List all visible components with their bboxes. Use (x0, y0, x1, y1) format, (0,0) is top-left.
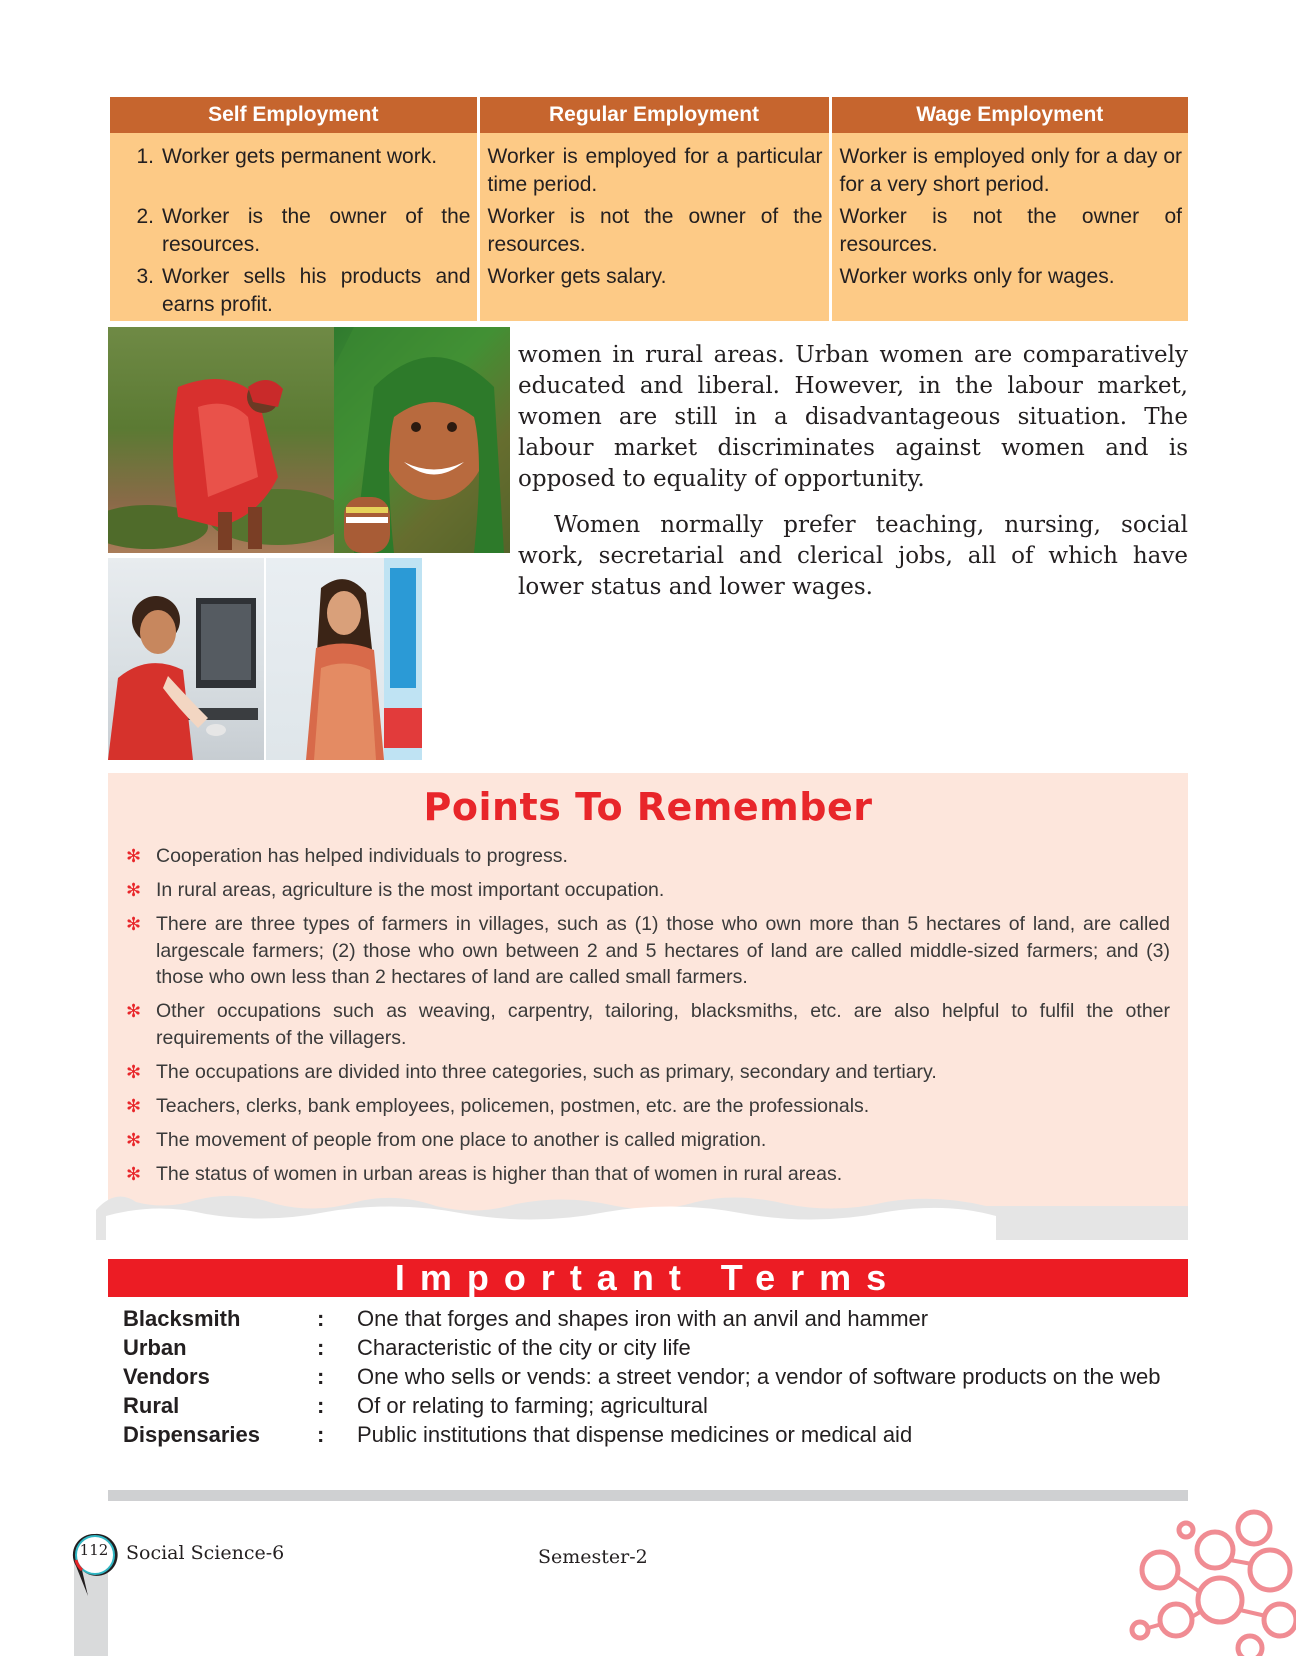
term-row (123, 1304, 1183, 1333)
table-row (110, 259, 1188, 321)
body-paragraph: women in rural areas. Urban women are comparatively educated and liberal. However, in the labour market, women are still in a disadvantageous situation. The labour market discriminates against women and is opposed to equality of opportunity. (518, 342, 1188, 492)
photo-woman-at-computer (108, 558, 264, 760)
table-cell (110, 259, 478, 321)
term-colon: : (317, 1364, 325, 1389)
asterisk-bullet-icon: ✻ (126, 880, 142, 900)
term-definition: One who sells or vends: a street vendor; a vendor of software products on the web (357, 1364, 1161, 1389)
table-row (110, 199, 1188, 259)
page-number: 112 (79, 1541, 109, 1559)
term-name: Rural (123, 1393, 180, 1418)
asterisk-bullet-icon: ✻ (126, 1129, 142, 1150)
term-colon: : (317, 1335, 325, 1360)
photo-woman-farmer (108, 327, 334, 553)
term-definition: Characteristic of the city or city life (357, 1335, 691, 1360)
column-header: Regular Employment (478, 97, 830, 133)
list-item (126, 911, 1170, 991)
torn-paper-edge (96, 1180, 1196, 1240)
table-cell: Worker works only for wages. (830, 259, 1188, 321)
term-colon: : (317, 1393, 325, 1418)
term-definition: Public institutions that dispense medicines or medical aid (357, 1422, 913, 1447)
list-item (126, 998, 1170, 1051)
table-cell: Worker is employed for a particular time period. (478, 133, 830, 199)
term-definition: Of or relating to farming; agricultural (357, 1393, 708, 1418)
table-cell: Worker gets salary. (478, 259, 830, 321)
body-paragraph: Women normally prefer teaching, nursing, social work, secretarial and clerical jobs, all of which have lower status and lower wages. (518, 512, 1188, 600)
term-row (123, 1362, 1183, 1391)
cell-text: Worker sells his products and earns profit. (162, 265, 471, 316)
row-number: 3. (136, 265, 154, 288)
column-header: Self Employment (110, 97, 478, 133)
decorative-circles-icon (1120, 1500, 1296, 1656)
term-colon: : (317, 1422, 325, 1447)
footer-semester: Semester-2 (538, 1546, 648, 1568)
term-definition: One that forges and shapes iron with an anvil and hammer (357, 1306, 929, 1331)
list-item (126, 1059, 1170, 1086)
term-name: Dispensaries (123, 1422, 260, 1447)
term-row (123, 1391, 1183, 1420)
term-name: Blacksmith (123, 1306, 241, 1331)
row-number: 2. (136, 205, 154, 228)
point-text: Other occupations such as weaving, carpentry, tailoring, blacksmiths, etc. are also helpful to fulfil the other requirements of the villagers. (156, 1000, 1170, 1049)
term-colon: : (317, 1306, 325, 1331)
employment-table (110, 97, 1188, 321)
important-terms-title: Important Terms (108, 1259, 1188, 1297)
table-cell: Worker is not the owner of resources. (830, 199, 1188, 259)
asterisk-bullet-icon: ✻ (126, 1001, 142, 1021)
term-name: Urban (123, 1335, 187, 1360)
list-item (126, 1127, 1170, 1154)
table-cell (110, 133, 478, 199)
point-text: Teachers, clerks, bank employees, policemen, postmen, etc. are the professionals. (156, 1094, 870, 1117)
table-cell: Worker is employed only for a day or for a very short period. (830, 133, 1188, 199)
divider (108, 1490, 1188, 1501)
point-text: There are three types of farmers in villages, such as (1) those who own more than 5 hectares of land, are called largescale farmers; (2) those who own between 2 and 5 hectares of land are called middle-sized farmers; and (3) those who own less than 2 hectares of land are called small farmers. (156, 913, 1170, 988)
term-row (123, 1333, 1183, 1362)
term-name: Vendors (123, 1364, 210, 1389)
table-cell: Worker is not the owner of the resources. (478, 199, 830, 259)
points-list (126, 843, 1170, 1195)
column-header: Wage Employment (830, 97, 1188, 133)
row-number: 1. (136, 145, 154, 168)
asterisk-bullet-icon: ✻ (126, 1061, 142, 1082)
term-row (123, 1420, 1183, 1449)
table-cell (110, 199, 478, 259)
point-text: The movement of people from one place to another is called migration. (156, 1128, 767, 1151)
points-to-remember-box (108, 773, 1188, 1225)
cell-text: Worker gets permanent work. (162, 145, 438, 168)
asterisk-bullet-icon: ✻ (126, 1163, 142, 1184)
photo-smiling-woman (334, 327, 510, 553)
asterisk-bullet-icon: ✻ (126, 914, 142, 934)
list-item (126, 877, 1170, 904)
list-item (126, 1093, 1170, 1120)
points-title: Points To Remember (423, 785, 873, 829)
asterisk-bullet-icon: ✻ (126, 1095, 142, 1116)
point-text: The occupations are divided into three categories, such as primary, secondary and tertiary. (156, 1060, 937, 1083)
asterisk-bullet-icon: ✻ (126, 846, 142, 866)
photo-standing-woman (266, 558, 422, 760)
footer-book-title: Social Science-6 (126, 1542, 285, 1564)
point-text: Cooperation has helped individuals to progress. (156, 845, 568, 867)
list-item (126, 843, 1170, 870)
table-row (110, 133, 1188, 199)
point-text: In rural areas, agriculture is the most important occupation. (156, 879, 665, 901)
point-text: The status of women in urban areas is higher than that of women in rural areas. (156, 1162, 843, 1185)
cell-text: Worker is the owner of the resources. (162, 205, 471, 256)
terms-list (123, 1304, 1183, 1449)
table-header-row (110, 97, 1188, 133)
